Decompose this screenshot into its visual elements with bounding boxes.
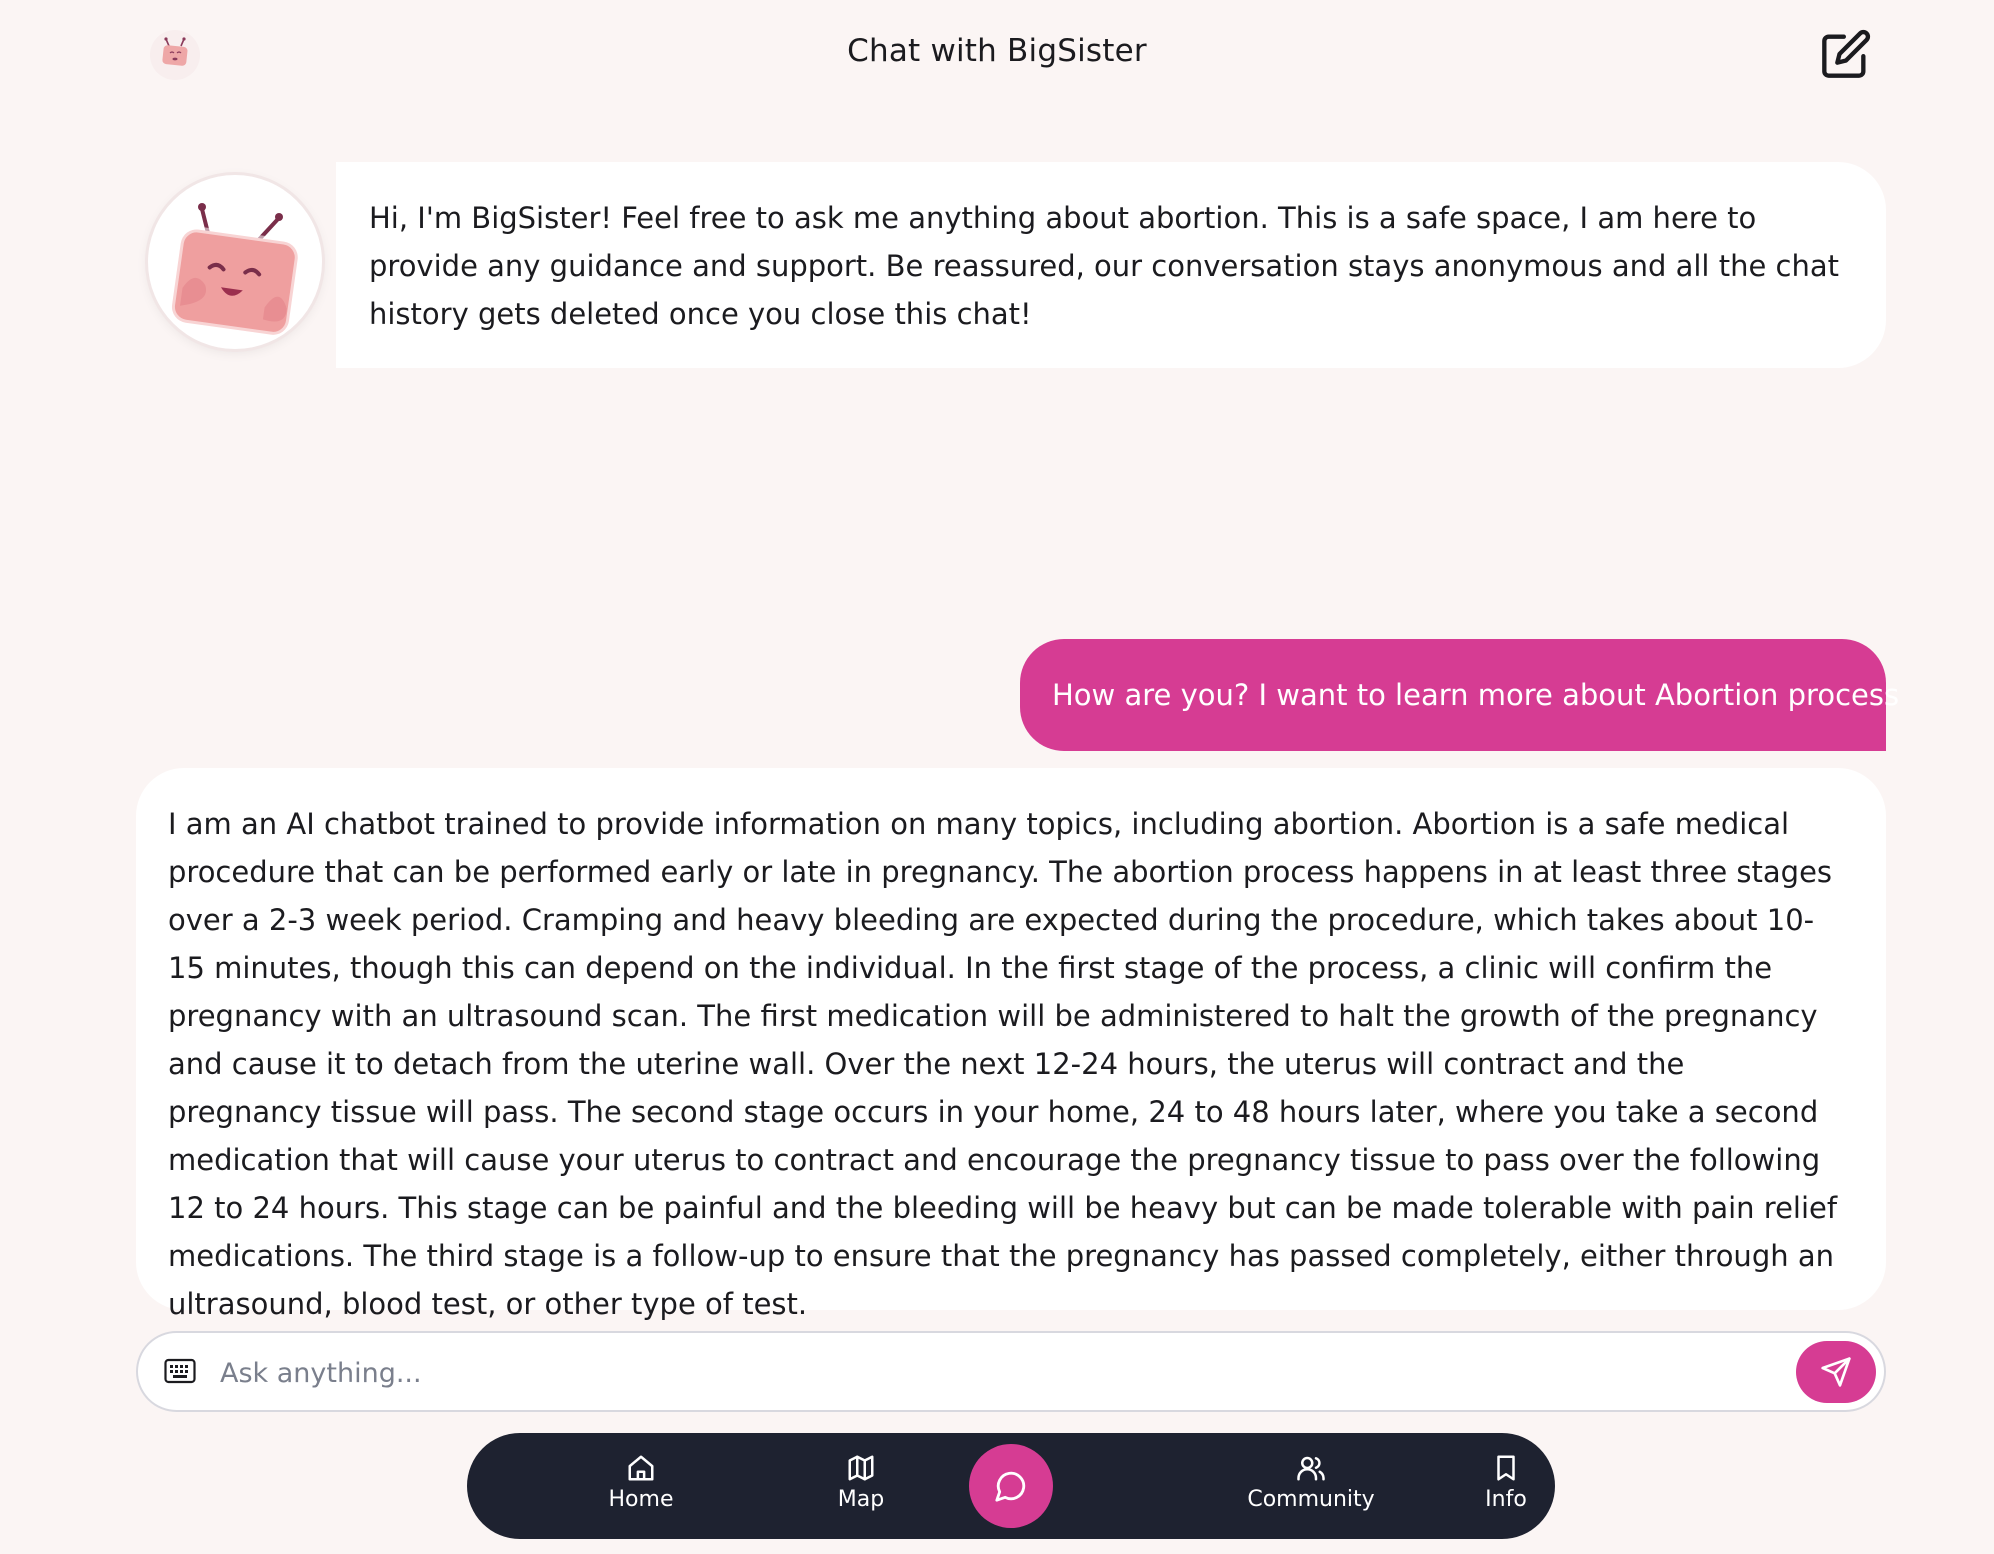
bottom-nav [467, 1433, 1555, 1539]
keyboard-icon [164, 1358, 196, 1384]
page-title: Chat with BigSister [847, 33, 1147, 69]
nav-home[interactable] [571, 1453, 711, 1523]
nav-map-label: Map [837, 1487, 885, 1512]
bot-message: I am an AI chatbot trained to provide information on many topics, including abortion. Abortion is a safe medical procedure that can be performed early or late in pregnancy. The abortion process happens in at least three stages over a 2-3 week period. Cramping and heavy bleeding are expected during the procedure, which takes about 10-15 minutes, though this can depend on the individual. In the first stage of the process, a clinic will confirm the pregnancy with an ultrasound scan. The first medication will be administered to halt the growth of the pregnancy and cause it to detach from the uterine wall. Over the next 12-24 hours, the uterus will contract and the pregnancy tissue will pass. The second stage occurs in your home, 24 to 48 hours later, where you take a second medication that will cause your uterus to contract and encourage the pregnancy tissue to pass over the following 12 to 24 hours. This stage can be painful and the bleeding will be heavy but can be made tolerable with pain relief medications. The third stage is a follow-up to ensure that the pregnancy has passed completely, either through an ultrasound, blood test, or other type of test. [136, 768, 1886, 1310]
chat-bubble-icon [994, 1469, 1028, 1503]
nav-info-label: Info [1485, 1487, 1527, 1512]
bookmark-icon [1491, 1453, 1521, 1483]
nav-community[interactable] [1231, 1453, 1391, 1523]
new-chat-button[interactable] [1816, 24, 1876, 84]
map-icon [846, 1453, 876, 1483]
nav-home-label: Home [608, 1487, 674, 1512]
users-icon [1296, 1453, 1326, 1483]
home-icon [626, 1453, 656, 1483]
nav-chat-button[interactable] [969, 1444, 1053, 1528]
send-button[interactable] [1796, 1341, 1876, 1403]
edit-icon [1820, 28, 1872, 80]
nav-community-label: Community [1247, 1487, 1375, 1512]
send-icon [1820, 1356, 1852, 1388]
bot-avatar [148, 175, 322, 349]
chat-input-bar [136, 1331, 1886, 1412]
nav-map[interactable] [791, 1453, 931, 1523]
header [0, 0, 1994, 108]
nav-info[interactable] [1451, 1453, 1561, 1523]
user-message: How are you? I want to learn more about Abortion process [1020, 639, 1886, 751]
bot-message: Hi, I'm BigSister! Feel free to ask me anything about abortion. This is a safe space, I am here to provide any guidance and support. Be reassured, our conversation stays anonymous and all the chat history gets deleted once you close this chat! [336, 162, 1886, 368]
chat-input[interactable] [218, 1345, 1722, 1401]
